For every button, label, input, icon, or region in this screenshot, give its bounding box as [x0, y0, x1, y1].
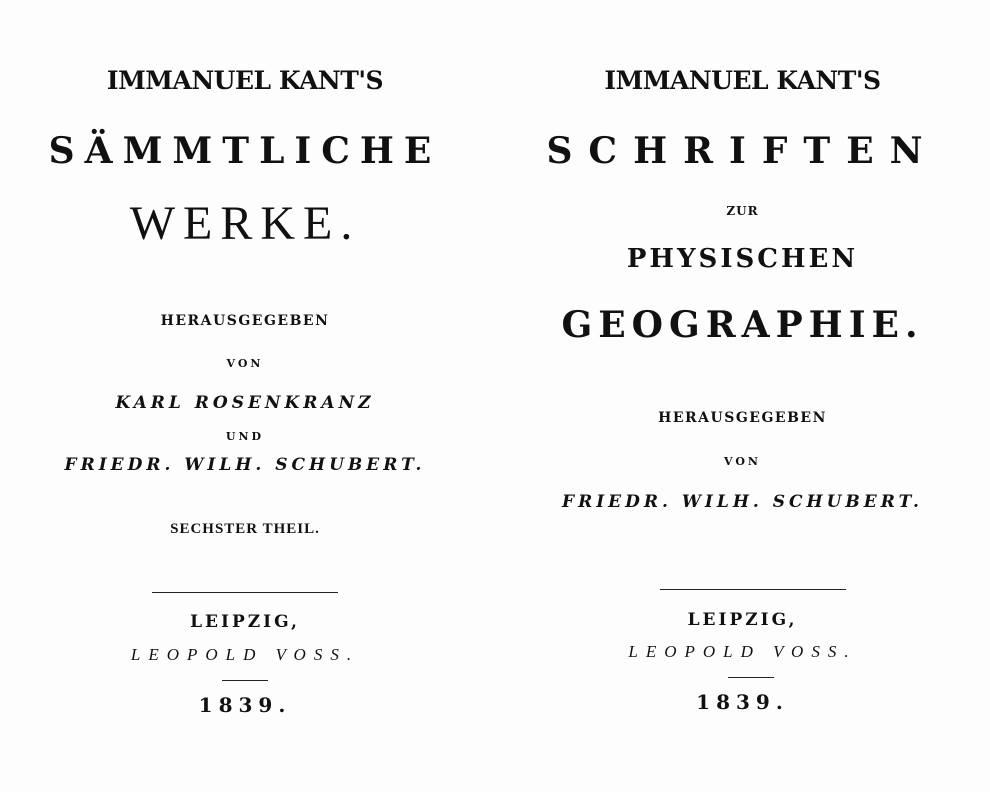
von-label: VON	[724, 455, 761, 468]
volume-label: SECHSTER THEIL.	[170, 521, 320, 537]
right-title-page	[495, 0, 990, 792]
divider-rule	[152, 592, 338, 593]
left-title-page	[0, 0, 490, 792]
title-line-1: SÄMMTLICHE	[48, 130, 442, 172]
title-line-3: GEOGRAPHIE.	[561, 304, 924, 346]
city: LEIPZIG,	[687, 610, 798, 630]
publisher: LEOPOLD VOSS.	[628, 642, 857, 661]
edited-by-label: HERAUSGEGEBEN	[658, 410, 827, 426]
title-line-1: SCHRIFTEN	[546, 130, 939, 172]
year: 1839.	[696, 690, 789, 714]
publisher: LEOPOLD VOSS.	[130, 645, 360, 664]
year: 1839.	[198, 693, 292, 717]
editor-2: FRIEDR. WILH. SCHUBERT.	[64, 455, 426, 475]
von-label: VON	[226, 357, 264, 370]
edited-by-label: HERAUSGEGEBEN	[160, 313, 330, 329]
author-heading: IMMANUEL KANT'S	[604, 66, 881, 95]
short-rule	[728, 677, 774, 678]
editor-1: KARL ROSENKRANZ	[115, 393, 375, 413]
title-zur: ZUR	[726, 204, 759, 218]
editor: FRIEDR. WILH. SCHUBERT.	[562, 492, 923, 512]
title-line-2: WERKE.	[129, 197, 361, 250]
city: LEIPZIG,	[190, 612, 300, 632]
divider-rule	[660, 589, 846, 590]
short-rule	[222, 680, 268, 681]
und-label: UND	[225, 430, 265, 443]
author-heading: IMMANUEL KANT'S	[106, 66, 384, 95]
title-line-2: PHYSISCHEN	[626, 244, 859, 274]
